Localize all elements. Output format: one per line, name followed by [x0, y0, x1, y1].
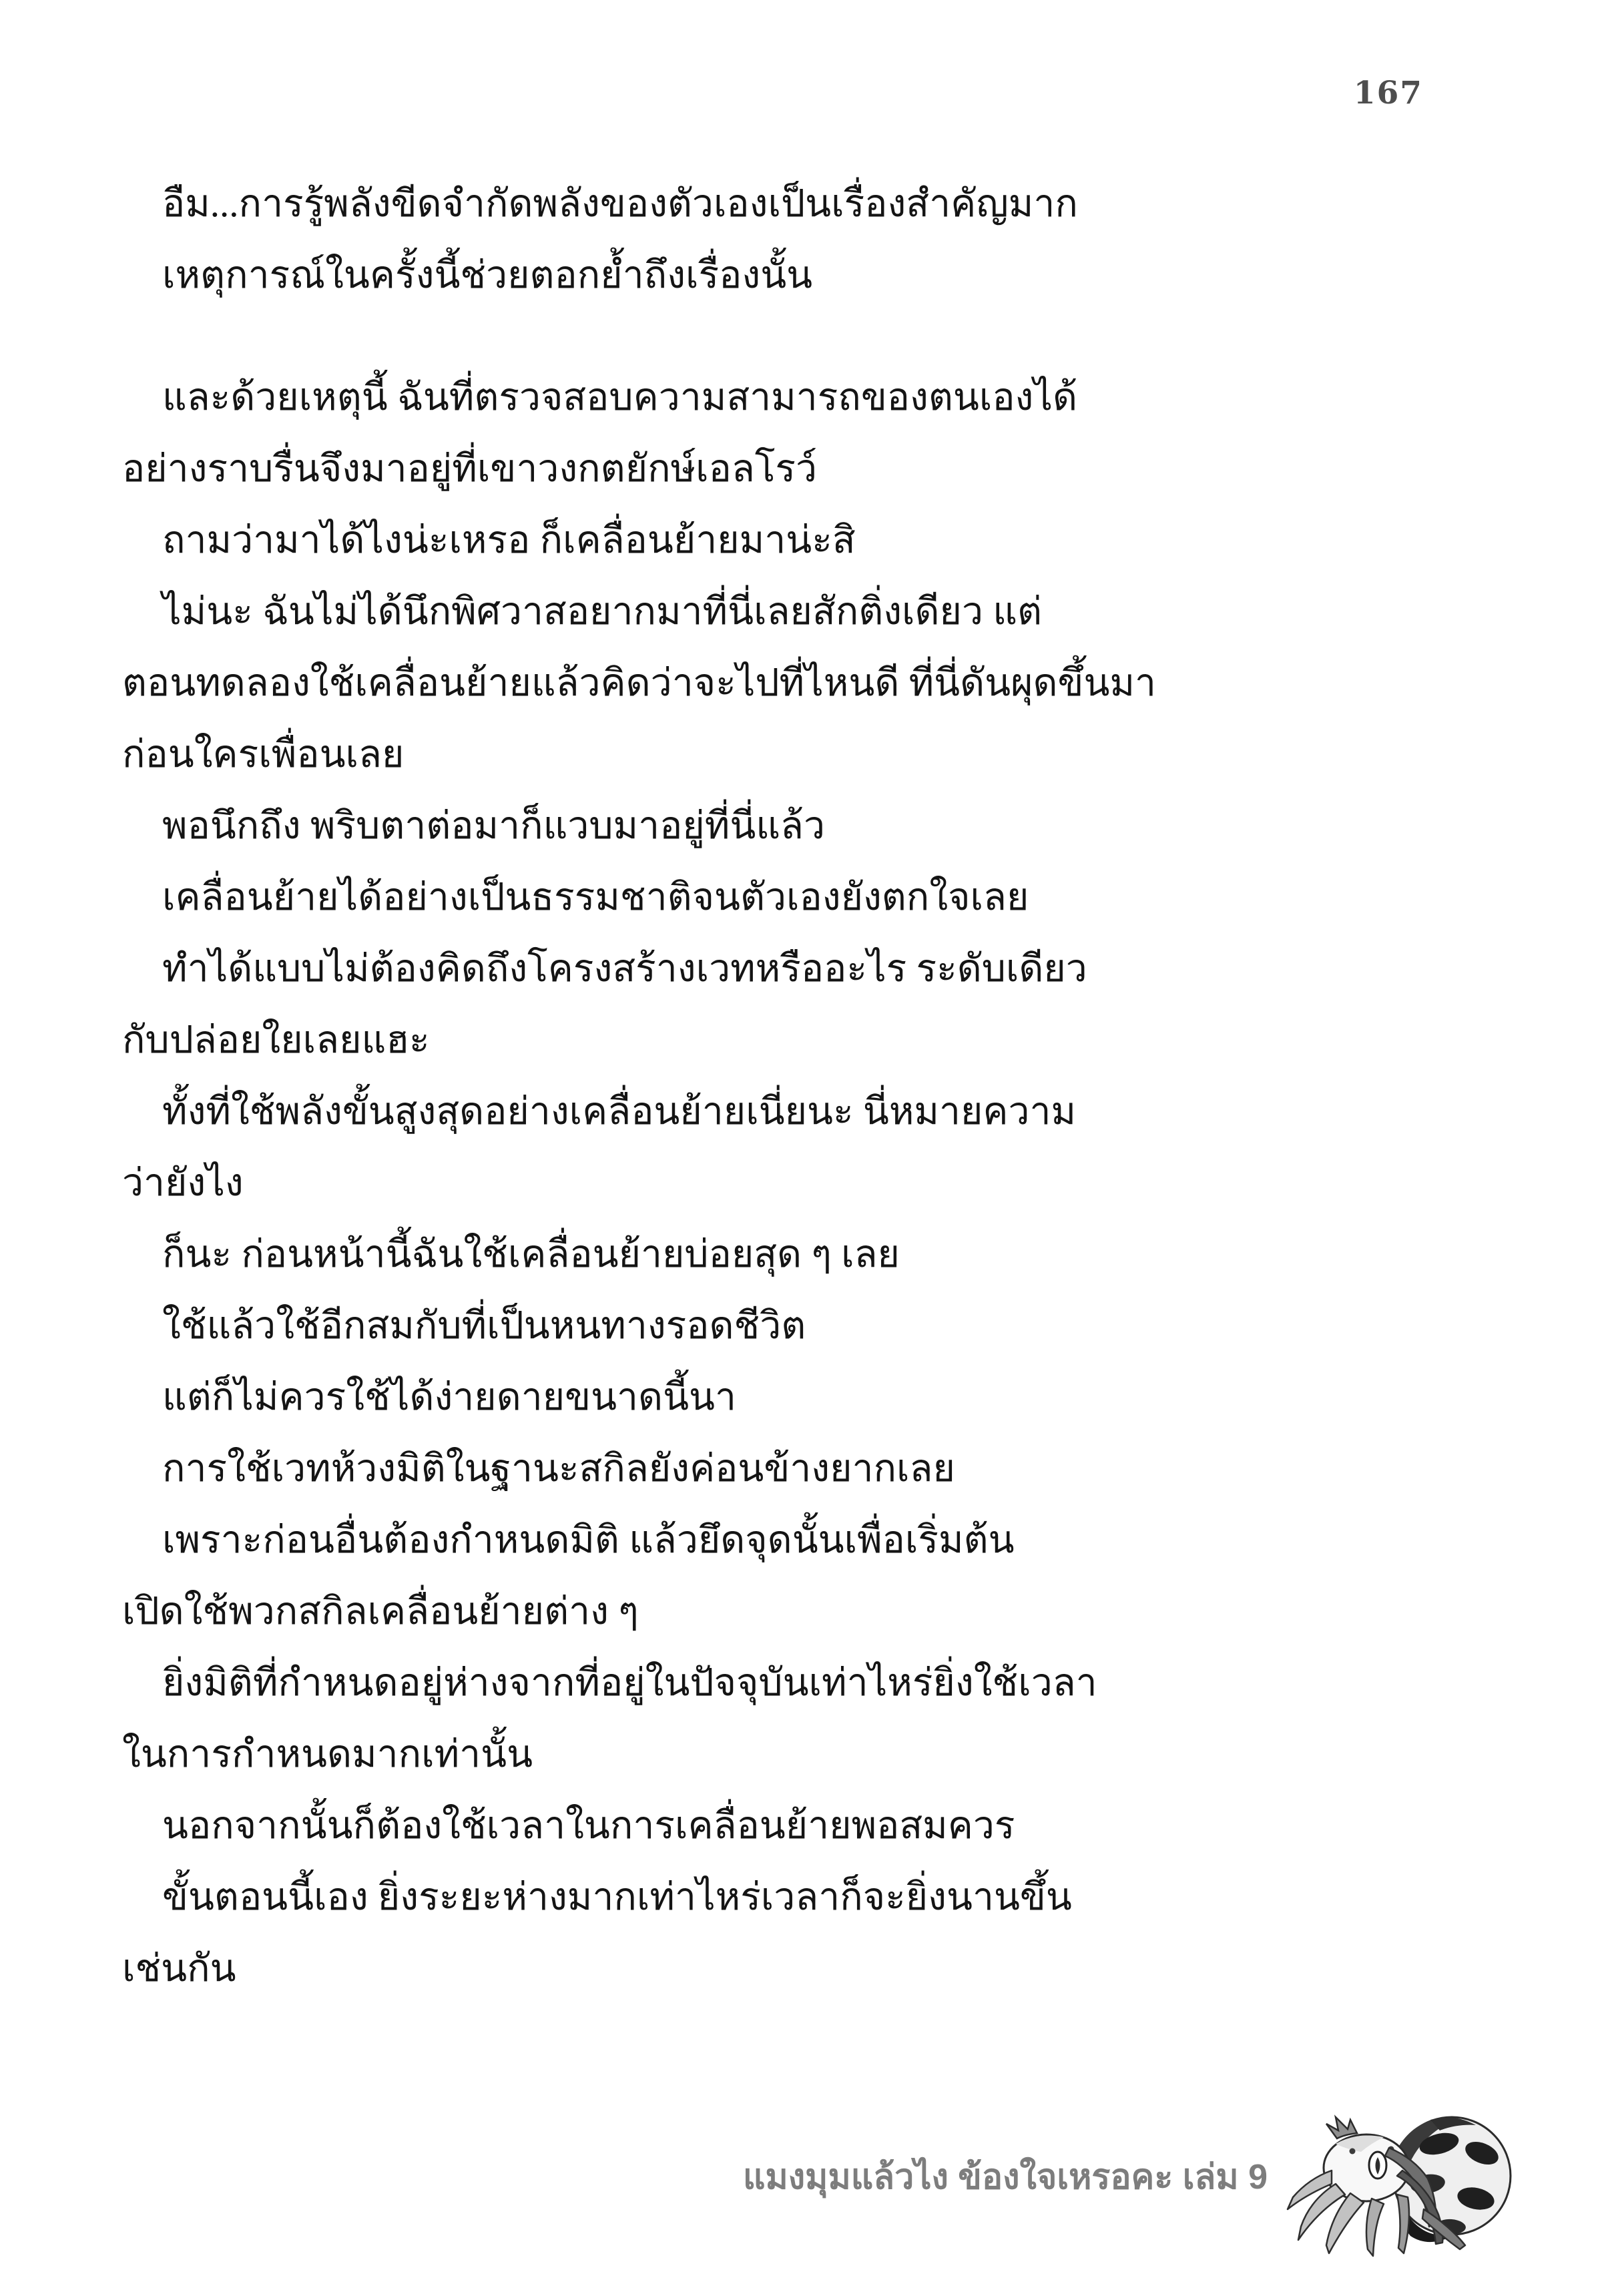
text-line-21: ยิ่งมิติที่กำหนดอยู่ห่างจากที่อยู่ในปัจจุบันเท่าไหร่ยิ่งใช้เวลา	[162, 1662, 1097, 1704]
text-line-13: ทั้งที่ใช้พลังขั้นสูงสุดอย่างเคลื่อนย้ายเนี่ยนะ นี่หมายความ	[162, 1091, 1077, 1133]
text-line-4: อย่างราบรื่นจึงมาอยู่ที่เขาวงกตยักษ์เอลโรว์	[122, 448, 818, 490]
text-line-1: อืม...การรู้พลังขีดจำกัดพลังของตัวเองเป็นเรื่องสำคัญมาก	[162, 183, 1078, 225]
text-line-5: ถามว่ามาได้ไงน่ะเหรอ ก็เคลื่อนย้ายมาน่ะสิ	[162, 519, 856, 561]
body-text	[122, 168, 1527, 2004]
text-line-9: พอนึกถึง พริบตาต่อมาก็แวบมาอยู่ที่นี่แล้ว	[162, 805, 825, 847]
text-line-25: เช่นกัน	[122, 1948, 236, 1990]
text-line-8: ก่อนใครเพื่อนเลย	[122, 734, 405, 776]
text-line-3: และด้วยเหตุนี้ ฉันที่ตรวจสอบความสามารถของตนเองได้	[162, 376, 1078, 418]
text-line-19: เพราะก่อนอื่นต้องกำหนดมิติ แล้วยึดจุดนั้นเพื่อเริ่มต้น	[162, 1519, 1015, 1561]
page-number: 167	[1353, 75, 1423, 111]
text-line-24: ขั้นตอนนี้เอง ยิ่งระยะห่างมากเท่าไหร่เวลาก็จะยิ่งนานขึ้น	[162, 1876, 1072, 1918]
text-line-2: เหตุการณ์ในครั้งนี้ช่วยตอกย้ำถึงเรื่องนั้น	[162, 254, 813, 296]
text-line-22: ในการกำหนดมากเท่านั้น	[122, 1733, 533, 1775]
footer-book-title: แมงมุมแล้วไง ข้องใจเหรอคะ เล่ม 9	[743, 2157, 1268, 2197]
footer	[743, 2109, 1517, 2269]
text-line-6: ไม่นะ ฉันไม่ได้นึกพิศวาสอยากมาที่นี่เลยสักติ่งเดียว แต่	[162, 591, 1042, 633]
text-line-7: ตอนทดลองใช้เคลื่อนย้ายแล้วคิดว่าจะไปที่ไหนดี ที่นี่ดันผุดขึ้นมา	[122, 662, 1157, 704]
text-line-20: เปิดใช้พวกสกิลเคลื่อนย้ายต่าง ๆ	[122, 1591, 639, 1633]
text-line-15: ก็นะ ก่อนหน้านี้ฉันใช้เคลื่อนย้ายบ่อยสุด ๆ เลย	[162, 1233, 900, 1275]
spider-ladybug-illustration	[1297, 2109, 1517, 2269]
text-line-14: ว่ายังไง	[122, 1162, 244, 1204]
text-line-12: กับปล่อยใยเลยแฮะ	[122, 1019, 430, 1061]
text-line-10: เคลื่อนย้ายได้อย่างเป็นธรรมชาติจนตัวเองยังตกใจเลย	[162, 876, 1029, 918]
text-line-11: ทำได้แบบไม่ต้องคิดถึงโครงสร้างเวทหรืออะไร ระดับเดียว	[162, 948, 1087, 990]
text-line-23: นอกจากนั้นก็ต้องใช้เวลาในการเคลื่อนย้ายพอสมควร	[162, 1805, 1015, 1847]
text-line-16: ใช้แล้วใช้อีกสมกับที่เป็นหนทางรอดชีวิต	[162, 1305, 806, 1347]
text-line-18: การใช้เวทห้วงมิติในฐานะสกิลยังค่อนข้างยากเลย	[162, 1448, 955, 1490]
text-line-17: แต่ก็ไม่ควรใช้ได้ง่ายดายขนาดนี้นา	[162, 1376, 737, 1418]
